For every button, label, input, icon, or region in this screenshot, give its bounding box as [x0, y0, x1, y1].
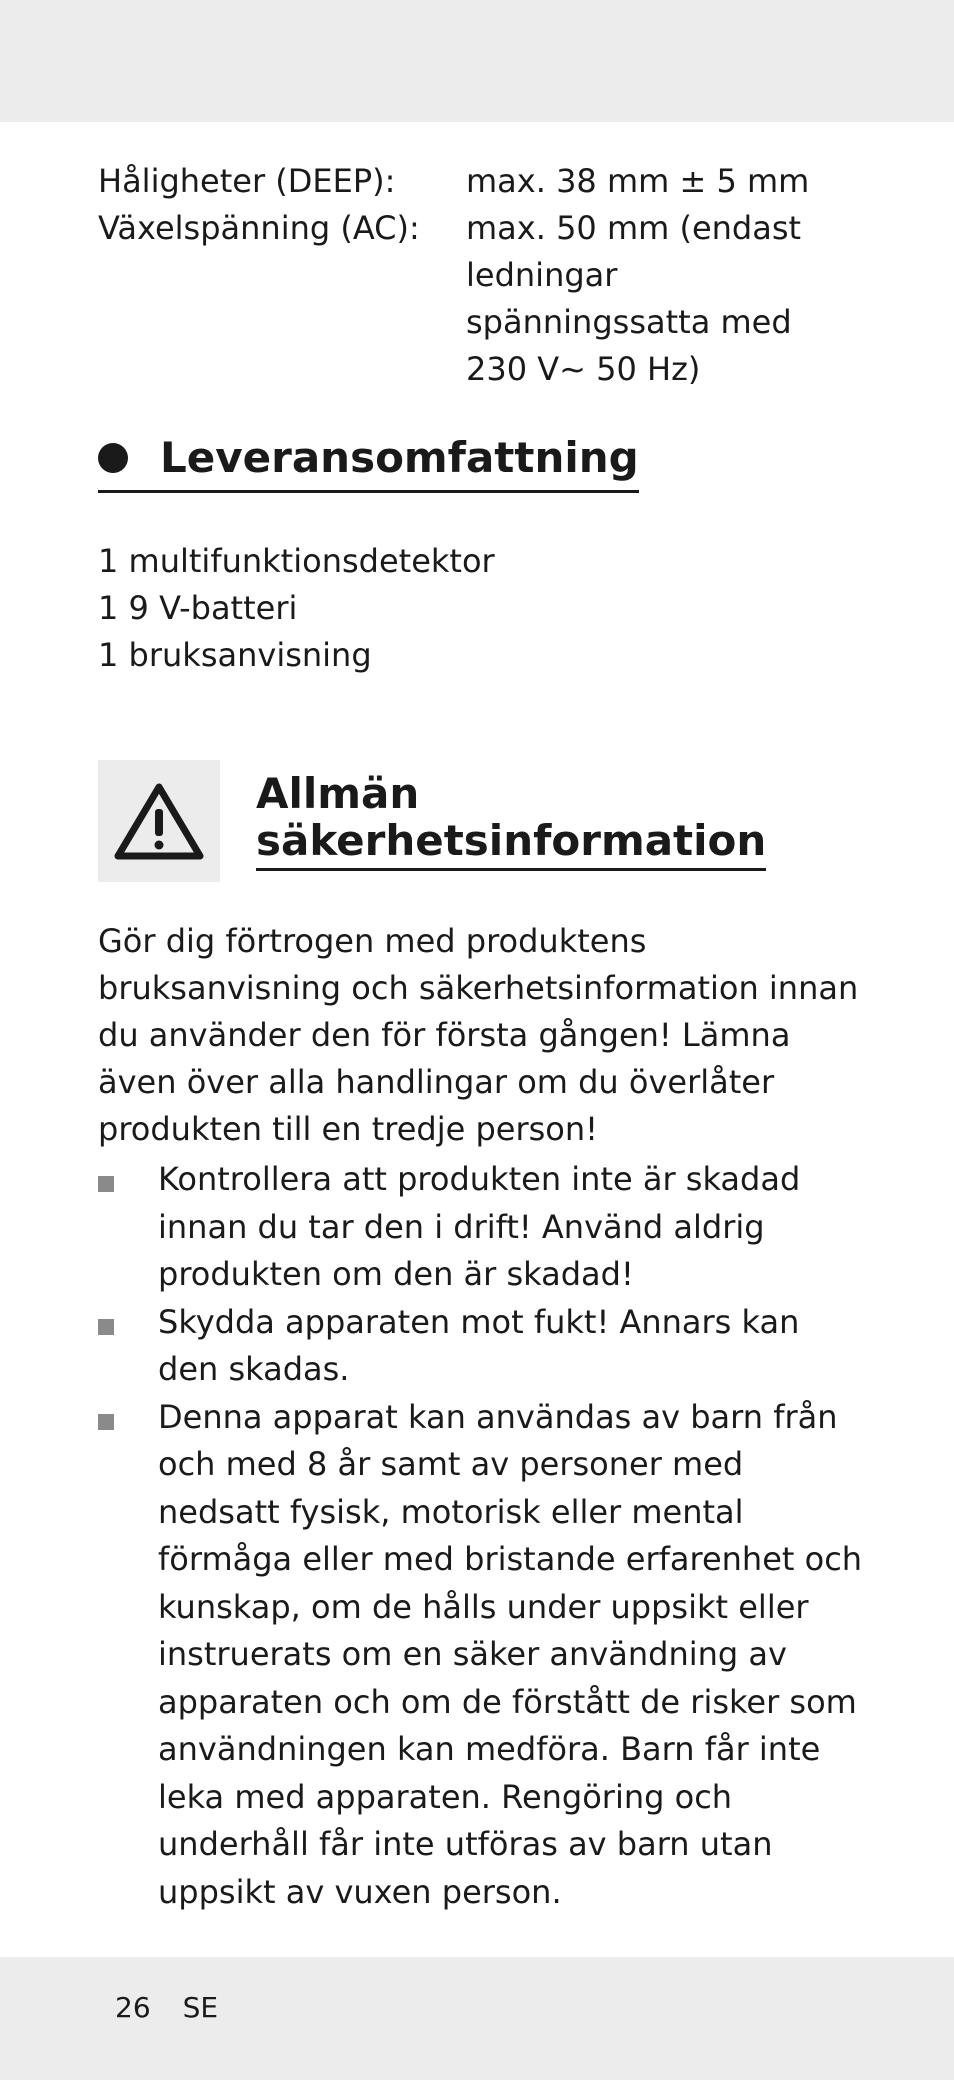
safety-heading — [256, 770, 766, 871]
list-item-text: Kontrollera att produkten inte är skadad innan du tar den i drift! Använd aldrig produkten om den är skadad! — [158, 1160, 801, 1293]
page-number: 26 — [115, 1991, 151, 2024]
top-band — [0, 0, 954, 122]
list-item-text: Skydda apparaten mot fukt! Annars kan den skadas. — [158, 1302, 800, 1388]
list-item — [98, 1394, 868, 1917]
list-item-text: Denna apparat kan användas av barn från och med 8 år samt av personer med nedsatt fysisk, motorisk eller mental förmåga eller med bristande erfarenhet och kunskap, om de hålls under uppsikt eller instruerats om en säker användning av apparaten och om de förstått de risker som användningen kan medföra. Barn får inte leka med apparaten. Rengöring och underhåll får inte utföras av barn utan uppsikt av vuxen person. — [158, 1397, 863, 1911]
scope-list — [98, 538, 495, 679]
page-footer — [115, 1990, 218, 2026]
square-bullet-icon — [98, 1319, 114, 1335]
list-item: 1 9 V-batteri — [98, 589, 298, 627]
list-item — [98, 1156, 868, 1299]
safety-heading-line: Allmän — [256, 769, 420, 818]
spec-row — [98, 205, 858, 393]
spec-table — [98, 158, 858, 393]
list-item: 1 multifunktionsdetektor — [98, 542, 495, 580]
square-bullet-icon — [98, 1414, 114, 1430]
scope-heading-text: Leveransomfattning — [160, 433, 639, 482]
warning-triangle-icon — [113, 781, 205, 861]
spec-label: Växelspänning (AC): — [98, 209, 420, 247]
safety-heading-line: säkerhetsinformation — [256, 816, 767, 865]
heading-bullet-icon — [98, 443, 128, 473]
list-item: 1 bruksanvisning — [98, 636, 372, 674]
scope-heading — [98, 432, 639, 493]
safety-list — [98, 1156, 868, 1916]
list-item — [98, 1299, 868, 1394]
spec-value: max. 38 mm ± 5 mm — [466, 162, 810, 200]
spec-value: max. 50 mm (endast ledningar spänningssatta med 230 V~ 50 Hz) — [466, 209, 802, 388]
spec-row — [98, 158, 858, 205]
spec-label: Håligheter (DEEP): — [98, 162, 396, 200]
language-code: SE — [182, 1991, 219, 2024]
safety-intro: Gör dig förtrogen med produktens bruksanvisning och säkerhetsinformation innan du använder den för första gången! Lämna även över alla handlingar om du överlåter produkten till en tredje person! — [98, 922, 859, 1148]
warning-box — [98, 760, 220, 882]
square-bullet-icon — [98, 1176, 114, 1192]
